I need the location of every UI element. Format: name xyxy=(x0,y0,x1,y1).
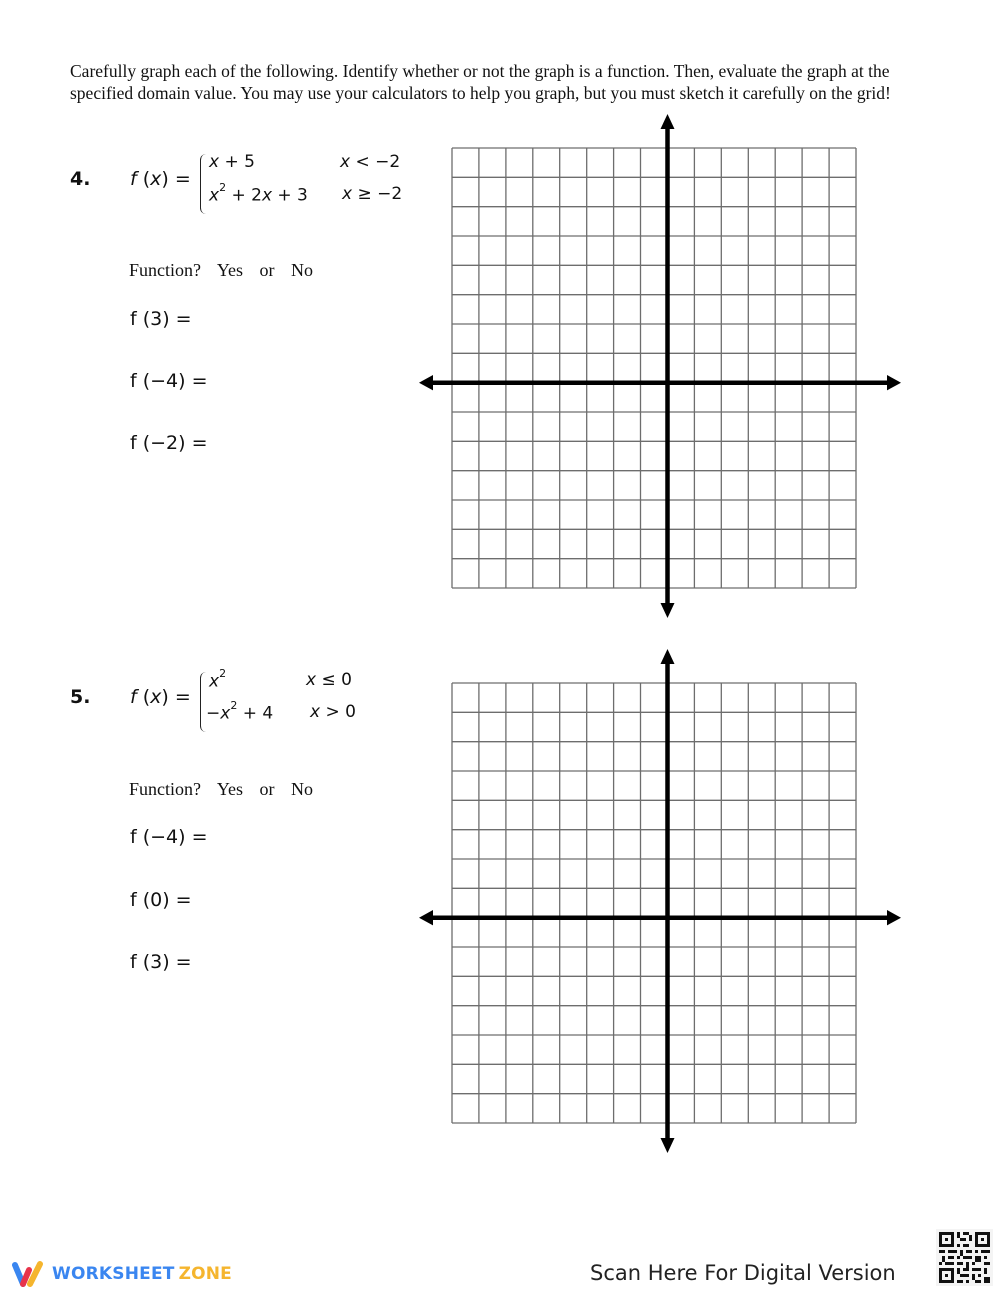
grid-graphic xyxy=(415,645,905,1157)
piece-condition: x ≤ 0 xyxy=(306,670,352,690)
evaluation-prompt: f (0) = xyxy=(130,889,192,911)
question-prompt: Function? xyxy=(129,779,201,799)
scan-text: Scan Here For Digital Version xyxy=(590,1261,896,1285)
brand-zone: ZONE xyxy=(178,1264,232,1284)
evaluation-prompt: f (−4) = xyxy=(130,370,208,392)
answer-or: or xyxy=(259,260,275,280)
instructions-text: Carefully graph each of the following. Identify whether or not the graph is a function. Then, evaluate the graph at the specified domain value. You may use your calculators to help you graph, but you must sketch it carefully on the grid! xyxy=(70,61,891,103)
piece-expression: $x^2 + 2x + 3$ xyxy=(209,181,308,206)
coordinate-grid[interactable] xyxy=(415,110,905,622)
answer-no[interactable]: No xyxy=(291,260,314,280)
qr-code[interactable] xyxy=(936,1229,993,1286)
grid-lines xyxy=(452,148,856,588)
left-brace xyxy=(200,154,207,214)
piece-expression: $x^2$ xyxy=(209,667,227,692)
brand-worksheet: WORKSHEET xyxy=(52,1264,175,1284)
piece-condition: x ≥ −2 xyxy=(342,184,403,204)
function-question xyxy=(129,779,325,800)
piece-expression: x + 5 xyxy=(209,152,255,172)
evaluation-prompt: f (−2) = xyxy=(130,432,208,454)
evaluation-prompt: f (3) = xyxy=(130,308,192,330)
grid-lines xyxy=(452,683,856,1123)
qr-code-icon xyxy=(936,1229,993,1286)
piece-condition: x < −2 xyxy=(340,152,401,172)
answer-yes[interactable]: Yes xyxy=(216,260,244,280)
answer-yes[interactable]: Yes xyxy=(216,779,244,799)
worksheetzone-logo[interactable] xyxy=(10,1258,232,1290)
grid-graphic xyxy=(415,110,905,622)
problem-number: 4. xyxy=(70,168,91,190)
function-label: f (x) = xyxy=(130,686,191,708)
coordinate-grid[interactable] xyxy=(415,645,905,1157)
function-question xyxy=(129,260,325,281)
piece-condition: x > 0 xyxy=(310,702,356,722)
question-prompt: Function? xyxy=(129,260,201,280)
answer-or: or xyxy=(259,779,275,799)
evaluation-prompt: f (3) = xyxy=(130,951,192,973)
problem-number: 5. xyxy=(70,686,91,708)
piece-expression: $-x^2 + 4$ xyxy=(206,699,274,724)
worksheetzone-w-icon xyxy=(10,1259,48,1289)
evaluation-prompt: f (−4) = xyxy=(130,826,208,848)
function-label: f (x) = xyxy=(130,168,191,190)
answer-no[interactable]: No xyxy=(291,779,314,799)
